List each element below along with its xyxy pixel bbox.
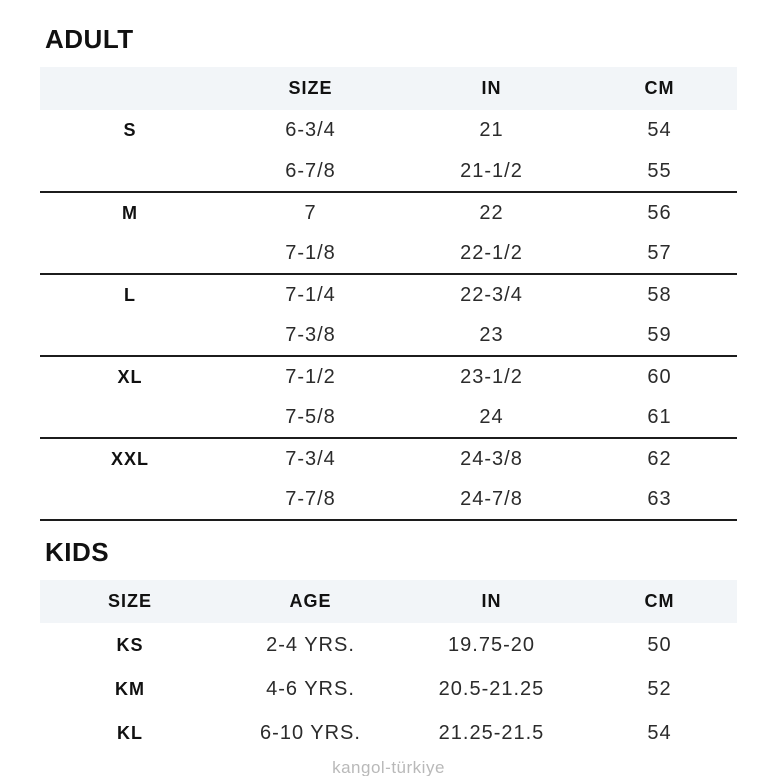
table-row bbox=[40, 438, 737, 479]
cm-cell: 54 bbox=[647, 721, 672, 744]
hat-size-cell: 7-7/8 bbox=[220, 479, 401, 520]
table-row bbox=[40, 233, 737, 274]
cm-cell: 59 bbox=[582, 315, 737, 356]
age-cell: 6-10 YRS. bbox=[260, 721, 361, 744]
cm-cell: 56 bbox=[647, 201, 672, 224]
size-label-cell: XL bbox=[117, 366, 143, 387]
inches-cell: 24-3/8 bbox=[460, 447, 523, 470]
inches-cell: 22-3/4 bbox=[460, 283, 523, 306]
inches-cell: 23-1/2 bbox=[460, 365, 523, 388]
hat-size-cell: 6-3/4 bbox=[285, 119, 336, 141]
table-row bbox=[40, 315, 737, 356]
adult-table-body bbox=[40, 110, 737, 520]
size-column-header: SIZE bbox=[220, 67, 401, 110]
table-row bbox=[40, 479, 737, 520]
size-column-header: SIZE bbox=[40, 580, 220, 623]
table-row bbox=[40, 623, 737, 667]
hat-size-cell: 7-5/8 bbox=[220, 397, 401, 438]
inches-cell: 22-1/2 bbox=[401, 233, 582, 274]
inches-cell: 21-1/2 bbox=[401, 151, 582, 192]
adult-size-table bbox=[40, 67, 737, 521]
size-label-cell: KL bbox=[117, 722, 143, 743]
table-row bbox=[40, 711, 737, 755]
cm-cell: 62 bbox=[647, 447, 672, 470]
cm-column-header: CM bbox=[582, 67, 737, 110]
inches-cell: 24 bbox=[401, 397, 582, 438]
hat-size-cell: 7-3/8 bbox=[220, 315, 401, 356]
size-label-cell bbox=[40, 315, 220, 356]
cm-cell: 58 bbox=[647, 283, 672, 306]
brand-watermark: kangol-türkiye bbox=[332, 758, 445, 776]
age-cell: 4-6 YRS. bbox=[266, 677, 355, 700]
size-label-cell: KM bbox=[115, 678, 145, 699]
cm-cell: 60 bbox=[647, 365, 672, 388]
header-row bbox=[40, 67, 737, 110]
inches-cell: 20.5-21.25 bbox=[438, 677, 545, 700]
kids-size-table bbox=[40, 580, 737, 755]
inches-cell: 23 bbox=[401, 315, 582, 356]
header-row bbox=[40, 580, 737, 623]
cm-cell: 50 bbox=[647, 633, 672, 656]
cm-cell: 63 bbox=[582, 479, 737, 520]
size-label-cell: L bbox=[124, 284, 136, 305]
size-label-cell: M bbox=[122, 202, 138, 223]
hat-size-cell: 7-3/4 bbox=[285, 447, 336, 470]
hat-size-cell: 7-1/4 bbox=[285, 283, 336, 306]
age-column-header: AGE bbox=[220, 580, 401, 623]
size-label-cell bbox=[40, 233, 220, 274]
inches-cell: 21 bbox=[479, 119, 504, 141]
inches-cell: 22 bbox=[479, 201, 504, 224]
size-label-cell bbox=[40, 151, 220, 192]
age-cell: 2-4 YRS. bbox=[266, 633, 355, 656]
table-row bbox=[40, 397, 737, 438]
kids-table-body bbox=[40, 623, 737, 755]
cm-cell: 55 bbox=[582, 151, 737, 192]
table-row bbox=[40, 274, 737, 315]
hat-size-cell: 7-1/2 bbox=[285, 365, 336, 388]
table-row bbox=[40, 192, 737, 233]
inches-cell: 19.75-20 bbox=[448, 633, 535, 656]
hat-size-cell: 6-7/8 bbox=[220, 151, 401, 192]
size-label-cell: KS bbox=[116, 634, 144, 655]
table-row bbox=[40, 151, 737, 192]
inches-cell: 21.25-21.5 bbox=[438, 721, 545, 744]
cm-cell: 57 bbox=[582, 233, 737, 274]
empty-header-cell bbox=[40, 67, 220, 110]
size-label-cell bbox=[40, 397, 220, 438]
hat-size-cell: 7 bbox=[304, 201, 317, 224]
inches-column-header: IN bbox=[401, 580, 582, 623]
inches-column-header: IN bbox=[401, 67, 582, 110]
adult-table-header bbox=[40, 67, 737, 110]
cm-cell: 61 bbox=[582, 397, 737, 438]
cm-cell: 52 bbox=[647, 677, 672, 700]
adult-section-title: ADULT bbox=[45, 24, 134, 54]
table-row bbox=[40, 110, 737, 151]
inches-cell: 24-7/8 bbox=[401, 479, 582, 520]
cm-cell: 54 bbox=[647, 119, 672, 141]
cm-column-header: CM bbox=[582, 580, 737, 623]
table-row bbox=[40, 667, 737, 711]
kids-section-title: KIDS bbox=[45, 537, 110, 567]
size-label-cell: XXL bbox=[110, 448, 149, 469]
size-label-cell: S bbox=[123, 120, 137, 140]
hat-size-cell: 7-1/8 bbox=[220, 233, 401, 274]
table-row bbox=[40, 356, 737, 397]
size-label-cell bbox=[40, 479, 220, 520]
kids-table-header bbox=[40, 580, 737, 623]
